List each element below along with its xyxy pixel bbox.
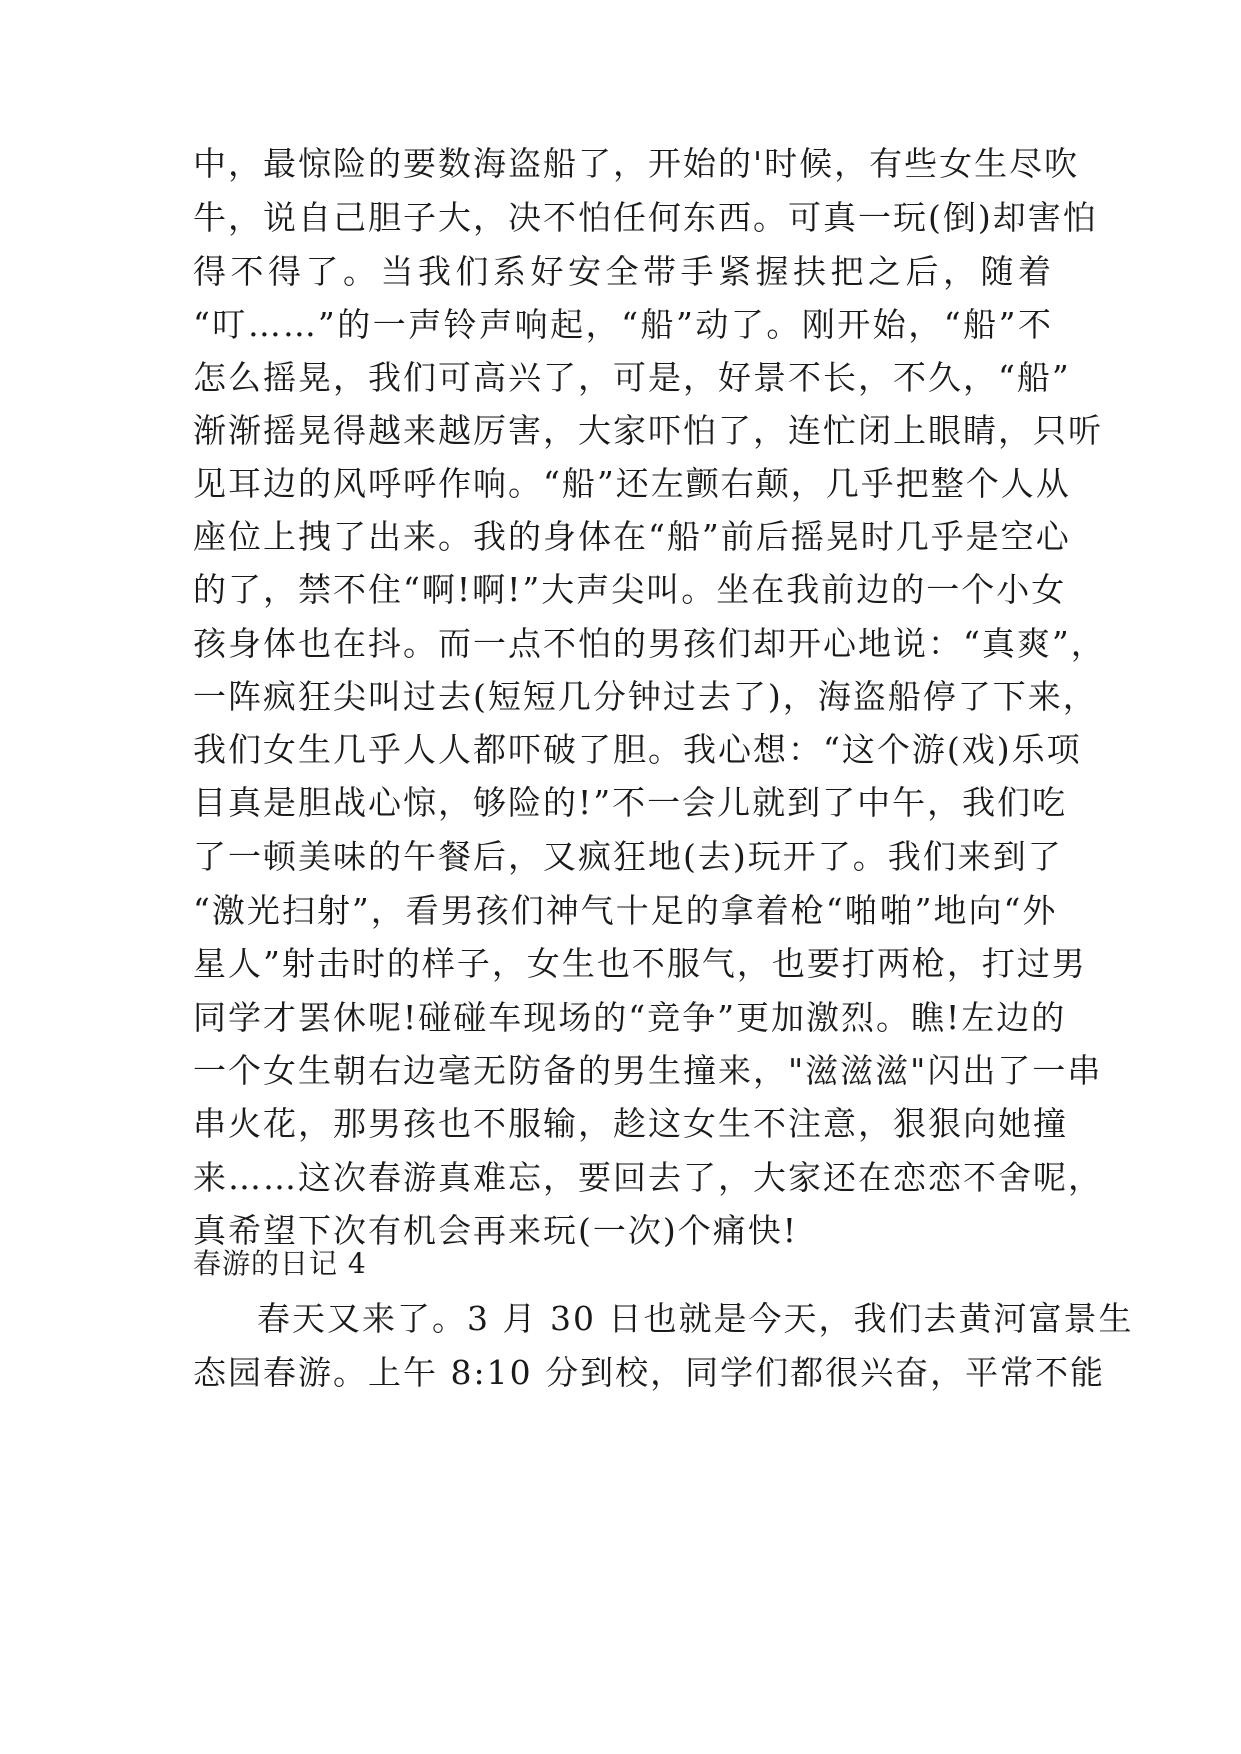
text-line: 一个女生朝右边毫无防备的男生撞来，"滋滋滋"闪出了一串 [193, 1051, 1103, 1090]
text-line: 串火花，那男孩也不服输，趁这女生不注意，狠狠向她撞 [193, 1104, 1068, 1143]
text-line: 态园春游。上午 8:10 分到校，同学们都很兴奋，平常不能 [193, 1353, 1106, 1392]
text-line: 我们女生几乎人人都吓破了胆。我心想：“这个游(戏)乐项 [193, 730, 1082, 769]
text-line: 的了，禁不住“啊!啊!”大声尖叫。坐在我前边的一个小女 [193, 570, 1067, 609]
text-line: 怎么摇晃，我们可高兴了，可是，好景不长，不久，“船” [193, 358, 1071, 397]
text-line: 渐渐摇晃得越来越厉害，大家吓怕了，连忙闭上眼睛，只听 [193, 411, 1103, 450]
text-line: 见耳边的风呼呼作响。“船”还左颤右颠，几乎把整个人从 [193, 464, 1071, 503]
text-line: 中，最惊险的要数海盗船了，开始的'时候，有些女生尽吹 [193, 144, 1080, 183]
text-line: 牛，说自己胆子大，决不怕任何东西。可真一玩(倒)却害怕 [193, 198, 1098, 237]
text-line: 来……这次春游真难忘，要回去了，大家还在恋恋不舍呢， [193, 1158, 1103, 1197]
text-line: “叮……”的一声铃声响起，“船”动了。刚开始，“船”不 [193, 305, 1053, 344]
text-line: 春天又来了。3 月 30 日也就是今天，我们去黄河富景生 [257, 1299, 1134, 1338]
text-line: 孩身体也在抖。而一点不怕的男孩们却开心地说：“真爽”， [193, 624, 1106, 663]
section-title: 春游的日记 4 [193, 1247, 367, 1280]
text-line: “激光扫射”，看男孩们神气十足的拿着枪“啪啪”地向“外 [193, 891, 1058, 930]
text-line: 了一顿美味的午餐后，又疯狂地(去)玩开了。我们来到了 [193, 837, 1063, 876]
text-line: 目真是胆战心惊，够险的!”不一会儿就到了中午，我们吃 [193, 783, 1068, 822]
text-line: 座位上拽了出来。我的身体在“船”前后摇晃时几乎是空心 [193, 517, 1071, 556]
text-line: 一阵疯狂尖叫过去(短短几分钟过去了)，海盗船停了下来， [193, 677, 1098, 716]
text-line: 真希望下次有机会再来玩(一次)个痛快! [193, 1211, 799, 1250]
text-line: 星人”射击时的样子，女生也不服气，也要打两枪，打过男 [193, 944, 1087, 983]
text-line: 得不得了。当我们系好安全带手紧握扶把之后，随着 [193, 252, 1053, 291]
text-line: 同学才罢休呢!碰碰车现场的“竞争”更加激烈。瞧!左边的 [193, 998, 1067, 1037]
